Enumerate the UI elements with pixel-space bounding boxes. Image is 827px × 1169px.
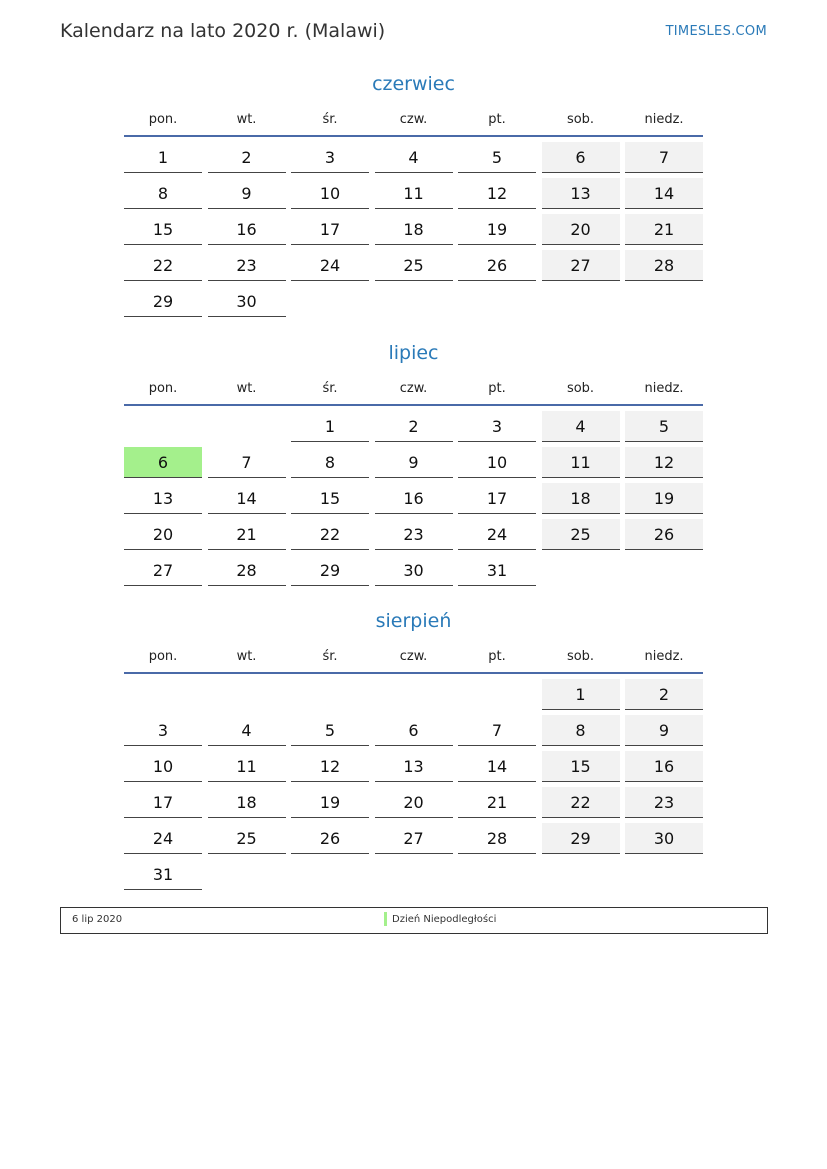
week-row xyxy=(124,142,703,178)
week-row xyxy=(124,859,703,895)
day-cell: 23 xyxy=(208,250,286,281)
day-cell: 17 xyxy=(458,483,536,514)
weekday-label: czw. xyxy=(399,112,428,127)
weekend-day-cell: 2 xyxy=(625,679,703,710)
day-cell: 21 xyxy=(458,787,536,818)
day-cell: 18 xyxy=(208,787,286,818)
weekday-label: pon. xyxy=(148,112,178,127)
week-row xyxy=(124,178,703,214)
day-cell: 12 xyxy=(291,751,369,782)
day-cell: 25 xyxy=(208,823,286,854)
day-cell: 19 xyxy=(291,787,369,818)
weekday-label: pon. xyxy=(148,649,178,664)
weekend-day-cell: 9 xyxy=(625,715,703,746)
weekday-header xyxy=(124,104,703,137)
weekend-day-cell: 20 xyxy=(542,214,620,245)
weekday-label: wt. xyxy=(236,381,257,396)
weekday-label: sob. xyxy=(566,649,595,664)
weekday-label: wt. xyxy=(236,112,257,127)
day-cell: 22 xyxy=(291,519,369,550)
day-cell: 24 xyxy=(458,519,536,550)
day-cell: 10 xyxy=(458,447,536,478)
month-name: lipiec xyxy=(388,342,439,364)
legend-color-mark xyxy=(384,912,387,926)
day-cell: 29 xyxy=(124,286,202,317)
empty-cell xyxy=(124,411,202,442)
day-cell: 5 xyxy=(458,142,536,173)
day-cell: 19 xyxy=(458,214,536,245)
weekend-day-cell: 4 xyxy=(542,411,620,442)
day-cell: 9 xyxy=(208,178,286,209)
weekend-day-cell: 21 xyxy=(625,214,703,245)
week-row xyxy=(124,411,703,447)
day-cell: 21 xyxy=(208,519,286,550)
day-cell: 15 xyxy=(124,214,202,245)
week-row xyxy=(124,787,703,823)
day-cell: 2 xyxy=(375,411,453,442)
week-row xyxy=(124,286,703,322)
weekday-label: śr. xyxy=(322,112,338,127)
empty-cell xyxy=(542,555,620,586)
day-cell: 10 xyxy=(291,178,369,209)
day-cell: 20 xyxy=(375,787,453,818)
weekend-day-cell: 19 xyxy=(625,483,703,514)
week-row xyxy=(124,679,703,715)
weekday-header xyxy=(124,373,703,406)
day-cell: 29 xyxy=(291,555,369,586)
day-cell: 24 xyxy=(124,823,202,854)
day-cell: 12 xyxy=(458,178,536,209)
day-cell: 28 xyxy=(208,555,286,586)
day-cell: 25 xyxy=(375,250,453,281)
day-cell: 26 xyxy=(458,250,536,281)
day-cell: 13 xyxy=(375,751,453,782)
weekday-label: niedz. xyxy=(644,649,684,664)
week-row xyxy=(124,483,703,519)
weekday-label: sob. xyxy=(566,381,595,396)
day-cell: 15 xyxy=(291,483,369,514)
day-cell: 23 xyxy=(375,519,453,550)
day-cell: 26 xyxy=(291,823,369,854)
weekend-day-cell: 12 xyxy=(625,447,703,478)
weekend-day-cell: 22 xyxy=(542,787,620,818)
week-row xyxy=(124,715,703,751)
empty-cell xyxy=(208,859,286,890)
holiday-legend xyxy=(60,907,768,934)
day-cell: 28 xyxy=(458,823,536,854)
day-cell: 5 xyxy=(291,715,369,746)
weekday-label: czw. xyxy=(399,381,428,396)
day-cell: 22 xyxy=(124,250,202,281)
day-cell: 7 xyxy=(458,715,536,746)
weekend-day-cell: 16 xyxy=(625,751,703,782)
weekday-label: sob. xyxy=(566,112,595,127)
empty-cell xyxy=(291,286,369,317)
weekend-day-cell: 18 xyxy=(542,483,620,514)
weekend-day-cell: 13 xyxy=(542,178,620,209)
day-cell: 30 xyxy=(375,555,453,586)
day-cell: 27 xyxy=(124,555,202,586)
empty-cell xyxy=(375,679,453,710)
weekday-label: pon. xyxy=(148,381,178,396)
weekday-label: pt. xyxy=(488,649,506,664)
weeks xyxy=(124,679,703,895)
week-row xyxy=(124,214,703,250)
weekday-label: niedz. xyxy=(644,112,684,127)
week-row xyxy=(124,447,703,483)
weekend-day-cell: 11 xyxy=(542,447,620,478)
weekend-day-cell: 14 xyxy=(625,178,703,209)
day-cell: 1 xyxy=(291,411,369,442)
day-cell: 1 xyxy=(124,142,202,173)
legend-date: 6 lip 2020 xyxy=(72,914,123,925)
empty-cell xyxy=(291,679,369,710)
weekend-day-cell: 28 xyxy=(625,250,703,281)
empty-cell xyxy=(208,679,286,710)
empty-cell xyxy=(208,411,286,442)
weekend-day-cell: 29 xyxy=(542,823,620,854)
day-cell: 31 xyxy=(458,555,536,586)
day-cell: 24 xyxy=(291,250,369,281)
weekday-label: wt. xyxy=(236,649,257,664)
empty-cell xyxy=(625,859,703,890)
day-cell: 11 xyxy=(208,751,286,782)
weekend-day-cell: 7 xyxy=(625,142,703,173)
weekend-day-cell: 1 xyxy=(542,679,620,710)
day-cell: 9 xyxy=(375,447,453,478)
week-row xyxy=(124,519,703,555)
day-cell: 2 xyxy=(208,142,286,173)
holiday-day-cell: 6 xyxy=(124,447,202,478)
week-row xyxy=(124,555,703,591)
weekend-day-cell: 6 xyxy=(542,142,620,173)
weekend-day-cell: 27 xyxy=(542,250,620,281)
empty-cell xyxy=(542,286,620,317)
day-cell: 8 xyxy=(291,447,369,478)
month-august xyxy=(124,607,703,895)
empty-cell xyxy=(458,679,536,710)
weeks xyxy=(124,142,703,322)
week-row xyxy=(124,250,703,286)
day-cell: 14 xyxy=(458,751,536,782)
weekend-day-cell: 25 xyxy=(542,519,620,550)
weekend-day-cell: 15 xyxy=(542,751,620,782)
weekend-day-cell: 5 xyxy=(625,411,703,442)
day-cell: 10 xyxy=(124,751,202,782)
day-cell: 3 xyxy=(458,411,536,442)
day-cell: 20 xyxy=(124,519,202,550)
day-cell: 14 xyxy=(208,483,286,514)
weekday-label: śr. xyxy=(322,649,338,664)
weekend-day-cell: 23 xyxy=(625,787,703,818)
site-link[interactable]: TIMESLES.COM xyxy=(665,24,767,39)
day-cell: 3 xyxy=(291,142,369,173)
day-cell: 16 xyxy=(375,483,453,514)
empty-cell xyxy=(625,555,703,586)
empty-cell xyxy=(458,859,536,890)
week-row xyxy=(124,751,703,787)
empty-cell xyxy=(124,679,202,710)
weekday-label: pt. xyxy=(488,112,506,127)
month-name: sierpień xyxy=(375,610,452,632)
month-june xyxy=(124,70,703,322)
weeks xyxy=(124,411,703,591)
day-cell: 16 xyxy=(208,214,286,245)
weekday-label: niedz. xyxy=(644,381,684,396)
empty-cell xyxy=(291,859,369,890)
week-row xyxy=(124,823,703,859)
day-cell: 4 xyxy=(208,715,286,746)
day-cell: 4 xyxy=(375,142,453,173)
month-name: czerwiec xyxy=(372,73,455,95)
day-cell: 3 xyxy=(124,715,202,746)
empty-cell xyxy=(625,286,703,317)
day-cell: 27 xyxy=(375,823,453,854)
day-cell: 7 xyxy=(208,447,286,478)
day-cell: 11 xyxy=(375,178,453,209)
day-cell: 13 xyxy=(124,483,202,514)
weekend-day-cell: 26 xyxy=(625,519,703,550)
empty-cell xyxy=(542,859,620,890)
day-cell: 17 xyxy=(291,214,369,245)
month-july xyxy=(124,339,703,591)
day-cell: 8 xyxy=(124,178,202,209)
day-cell: 18 xyxy=(375,214,453,245)
weekday-label: czw. xyxy=(399,649,428,664)
weekday-label: pt. xyxy=(488,381,506,396)
day-cell: 31 xyxy=(124,859,202,890)
weekend-day-cell: 30 xyxy=(625,823,703,854)
empty-cell xyxy=(375,286,453,317)
weekday-header xyxy=(124,641,703,674)
empty-cell xyxy=(458,286,536,317)
empty-cell xyxy=(375,859,453,890)
weekday-label: śr. xyxy=(322,381,338,396)
day-cell: 6 xyxy=(375,715,453,746)
weekend-day-cell: 8 xyxy=(542,715,620,746)
legend-holiday-name: Dzień Niepodległości xyxy=(392,914,497,925)
day-cell: 17 xyxy=(124,787,202,818)
page-title: Kalendarz na lato 2020 r. (Malawi) xyxy=(60,20,386,42)
day-cell: 30 xyxy=(208,286,286,317)
